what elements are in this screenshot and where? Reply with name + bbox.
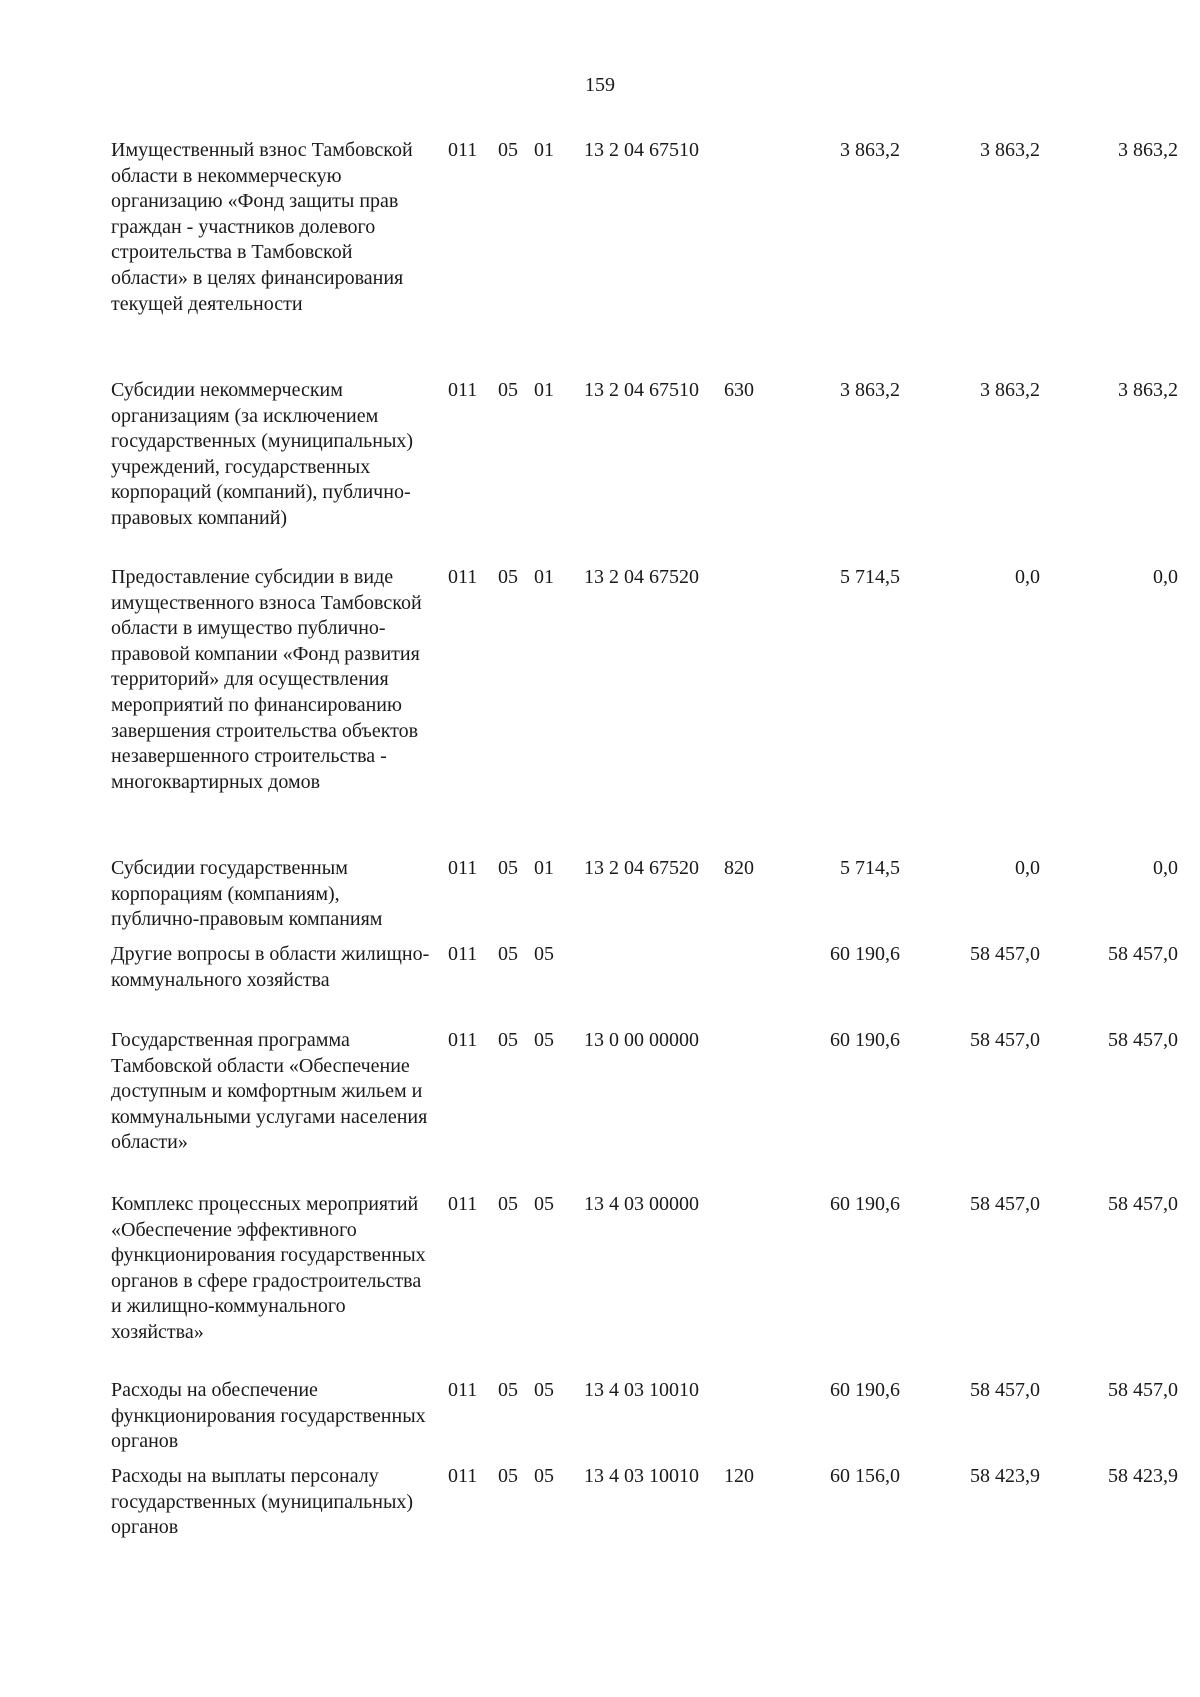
row-description: Имущественный взнос Тамбовской области в некоммерческую организацию «Фонд защиты прав граждан - участников долевого строительства в Тамбовской области» в целях финансирования текущей деятельности [111,139,413,315]
amount-year-3: 58 423,9 [1108,1465,1178,1487]
ministry-code: 011 [448,1193,478,1215]
amount-year-1: 3 863,2 [840,379,900,401]
amount-year-2: 3 863,2 [980,139,1040,161]
amount-year-3: 58 457,0 [1108,1379,1178,1401]
expense-type-code: 120 [724,1465,754,1487]
amount-year-2: 58 457,0 [970,1193,1040,1215]
section-code: 05 [498,139,518,161]
ministry-code: 011 [448,1465,478,1487]
ministry-code: 011 [448,1029,478,1051]
amount-year-1: 60 190,6 [830,1193,900,1215]
amount-year-3: 3 863,2 [1118,379,1178,401]
row-description: Государственная программа Тамбовской области «Обеспечение доступным и комфортным жильем и коммунальными услугами населения области» [111,1029,428,1154]
subsection-code: 01 [534,857,554,879]
amount-year-2: 58 423,9 [970,1465,1040,1487]
subsection-code: 01 [534,139,554,161]
subsection-code: 05 [534,1465,554,1487]
section-code: 05 [498,1029,518,1051]
amount-year-3: 58 457,0 [1108,1193,1178,1215]
target-article-code: 13 4 03 10010 [584,1465,699,1487]
row-description: Предоставление субсидии в виде имущественного взноса Тамбовской области в имущество публично-правовой компании «Фонд развития территорий» для осуществления мероприятий по финансированию завершения строительства объектов незавершенного строительства - многоквартирных домов [111,566,422,793]
target-article-code: 13 2 04 67510 [584,379,699,401]
section-code: 05 [498,379,518,401]
subsection-code: 05 [534,943,554,965]
amount-year-3: 58 457,0 [1108,1029,1178,1051]
target-article-code: 13 4 03 10010 [584,1379,699,1401]
row-description: Субсидии некоммерческим организациям (за исключением государственных (муниципальных) учреждений, государственных корпораций (компаний), публично-правовых компаний) [111,379,414,529]
section-code: 05 [498,857,518,879]
subsection-code: 01 [534,566,554,588]
page-number: 159 [585,74,615,96]
target-article-code: 13 2 04 67510 [584,139,699,161]
amount-year-2: 0,0 [1015,857,1040,879]
section-code: 05 [498,566,518,588]
amount-year-1: 60 190,6 [830,943,900,965]
amount-year-1: 60 190,6 [830,1029,900,1051]
amount-year-2: 58 457,0 [970,943,1040,965]
target-article-code: 13 2 04 67520 [584,857,699,879]
amount-year-1: 60 156,0 [830,1465,900,1487]
row-description: Расходы на обеспечение функционирования государственных органов [111,1379,426,1453]
subsection-code: 05 [534,1029,554,1051]
amount-year-3: 3 863,2 [1118,139,1178,161]
amount-year-2: 3 863,2 [980,379,1040,401]
amount-year-1: 3 863,2 [840,139,900,161]
ministry-code: 011 [448,1379,478,1401]
target-article-code: 13 0 00 00000 [584,1029,699,1051]
section-code: 05 [498,1465,518,1487]
row-description: Расходы на выплаты персоналу государственных (муниципальных) органов [111,1465,414,1539]
amount-year-1: 5 714,5 [840,566,900,588]
amount-year-2: 58 457,0 [970,1029,1040,1051]
amount-year-1: 60 190,6 [830,1379,900,1401]
ministry-code: 011 [448,379,478,401]
subsection-code: 05 [534,1379,554,1401]
amount-year-3: 0,0 [1153,566,1178,588]
ministry-code: 011 [448,566,478,588]
expense-type-code: 820 [724,857,754,879]
subsection-code: 05 [534,1193,554,1215]
amount-year-3: 58 457,0 [1108,943,1178,965]
amount-year-1: 5 714,5 [840,857,900,879]
amount-year-2: 0,0 [1015,566,1040,588]
amount-year-3: 0,0 [1153,857,1178,879]
expense-type-code: 630 [724,379,754,401]
ministry-code: 011 [448,857,478,879]
subsection-code: 01 [534,379,554,401]
section-code: 05 [498,1379,518,1401]
ministry-code: 011 [448,943,478,965]
amount-year-2: 58 457,0 [970,1379,1040,1401]
target-article-code: 13 2 04 67520 [584,566,699,588]
row-description: Комплекс процессных мероприятий «Обеспечение эффективного функционирования государственных органов в сфере градостроительства и жилищно-коммунального хозяйства» [111,1193,426,1343]
row-description: Другие вопросы в области жилищно-коммунального хозяйства [111,943,430,991]
section-code: 05 [498,1193,518,1215]
target-article-code: 13 4 03 00000 [584,1193,699,1215]
row-description: Субсидии государственным корпорациям (компаниям), публично-правовым компаниям [111,857,383,931]
ministry-code: 011 [448,139,478,161]
section-code: 05 [498,943,518,965]
